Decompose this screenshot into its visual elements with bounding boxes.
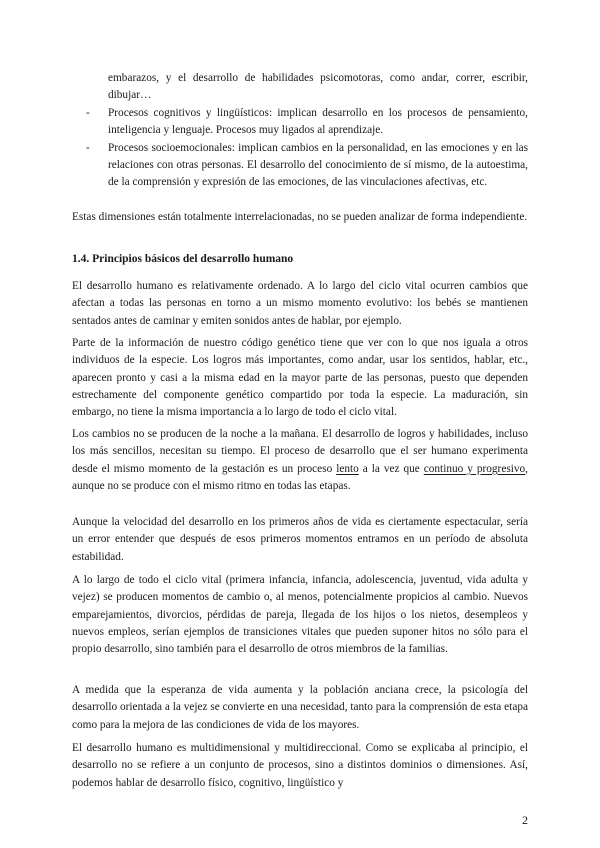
- list-dash: -: [86, 107, 90, 119]
- process-list: [72, 105, 528, 191]
- underlined-term: lento: [336, 462, 359, 475]
- paragraph: A lo largo de todo el ciclo vital (primera infancia, infancia, adolescencia, juventud, vida adulta y vejez) se producen momentos de cambio o, al menos, potencialmente propicios al cambio. Nuevos emparejamientos, divorcios, pérdidas de pareja, llegada de los hijos o los nietos, desempleos y nuevos empleos, serían ejemplos de transiciones vitales que pueden suponer hitos no sólo para el propio desarrollo, sino también para el desarrollo de otros miembros de la familias.: [72, 574, 528, 656]
- paragraph: [72, 426, 528, 495]
- list-dash: -: [86, 141, 90, 154]
- section-heading: 1.4. Principios básicos del desarrollo humano: [72, 253, 294, 265]
- list-item-continuation: embarazos, y el desarrollo de habilidades psicomotoras, como andar, correr, escribir, dibujar…: [108, 72, 528, 102]
- paragraph: Aunque la velocidad del desarrollo en los primeros años de vida es ciertamente espectacular, sería un error entender que después de esos primeros momentos entramos en un período de absoluta estabilidad.: [72, 516, 528, 563]
- text-run: a la vez que: [358, 462, 424, 475]
- paragraph: Parte de la información de nuestro código genético tiene que ver con lo que nos iguala a otros individuos de la especie. Los logros más importantes, como andar, usar los sentidos, hablar, etc., aparecen pronto y casi a la misma edad en la mayor parte de las personas, puesto que dependen estrechamente del componente genético compartido por toda la especie. La maduración, sin embargo, no tiene la misma importancia a lo largo de todo el ciclo vital.: [72, 337, 528, 419]
- paragraph: A medida que la esperanza de vida aumenta y la población anciana crece, la psicología del desarrollo orientada a la vejez se convierte en una necesidad, tanto para la comprensión de esta etapa como para la mejora de las condiciones de vida de los mayores.: [72, 684, 528, 731]
- page-number: 2: [522, 813, 528, 827]
- paragraph: El desarrollo humano es relativamente ordenado. A lo largo del ciclo vital ocurren cambios que afectan a todas las personas en torno a un mismo momento evolutivo: los bebés se mantienen sentados antes de caminar y emiten sonidos antes de hablar, por ejemplo.: [72, 280, 528, 327]
- paragraph: El desarrollo humano es multidimensional y multidireccional. Como se explicaba al principio, el desarrollo no se refiere a un conjunto de procesos, sino a distintos dominios o dimensiones. Así, podemos hablar de desarrollo físico, cognitivo, lingüístico y: [72, 742, 528, 789]
- paragraph-dimensions: Estas dimensiones están totalmente interrelacionadas, no se pueden analizar de forma independiente.: [72, 211, 528, 223]
- text-run: Los cambios no se producen de la noche a la mañana. El desarrollo de logros y habilidades, incluso los más sencillos, necesitan su tiempo. El proceso de desarrollo que el ser humano experimenta desde el mismo momento de la gestación es un proceso: [72, 428, 528, 475]
- text-run: , aunque no se produce con el mismo ritmo en todas las etapas.: [72, 462, 528, 492]
- list-item-text: Procesos socioemocionales: implican cambios en la personalidad, en las emociones y en las relaciones con otras personas. El desarrollo del conocimiento de sí mismo, de la autoestima, de la comprensión y expresión de las emociones, de las vinculaciones afectivas, etc.: [108, 141, 528, 189]
- underlined-term: continuo y progresivo: [423, 462, 526, 475]
- list-item-text: Procesos cognitivos y lingüísticos: implican desarrollo en los procesos de pensamiento, inteligencia y lenguaje. Procesos muy ligados al aprendizaje.: [108, 107, 528, 137]
- list-item: [72, 140, 528, 192]
- list-item: [72, 105, 528, 140]
